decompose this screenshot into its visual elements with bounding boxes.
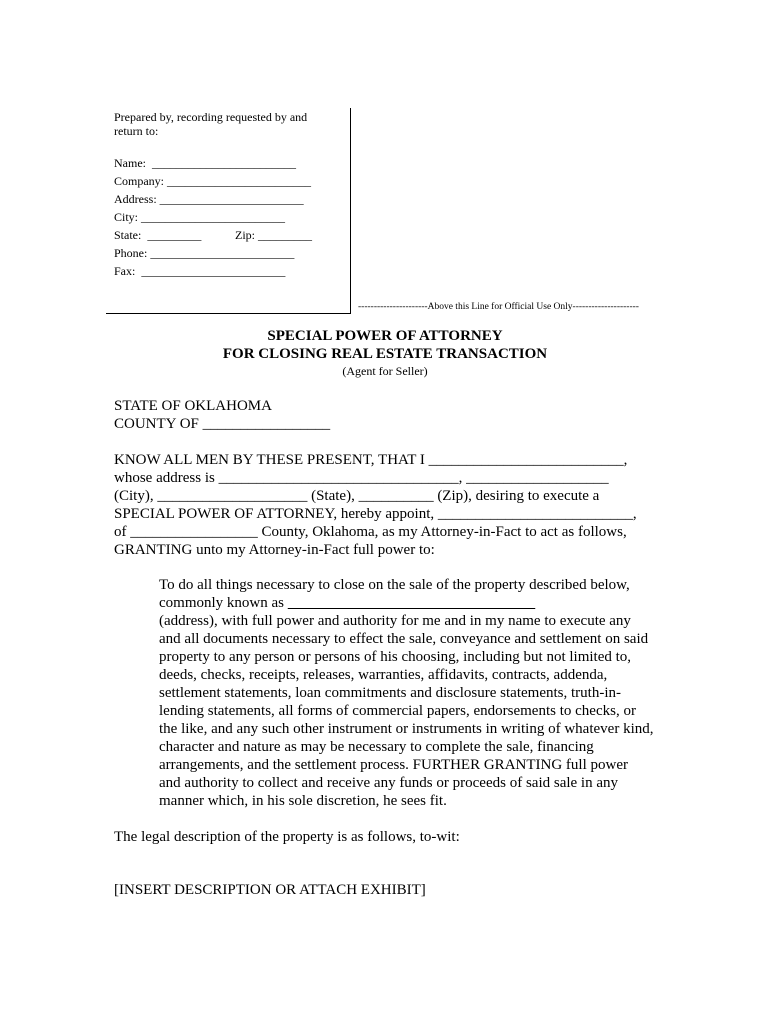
prepared-by-divider-vertical: [350, 108, 351, 313]
intro-line: GRANTING unto my Attorney-in-Fact full power to:: [114, 542, 435, 558]
powers-line: property to any person or persons of his choosing, including but not limited to,: [159, 649, 632, 665]
company-field: Company: ________________________: [114, 174, 311, 188]
powers-line: arrangements, and the settlement process. FURTHER GRANTING full power: [159, 757, 628, 773]
fax-field: Fax: ________________________: [114, 264, 286, 278]
prepared-by-divider-horizontal: [106, 313, 351, 314]
prepared-by-line-2: return to:: [114, 124, 159, 138]
city-field: City: ________________________: [114, 210, 286, 224]
prepared-by-line-1: Prepared by, recording requested by and: [114, 110, 308, 124]
document-title-line-1: SPECIAL POWER OF ATTORNEY: [267, 328, 503, 344]
document-title-line-2: FOR CLOSING REAL ESTATE TRANSACTION: [222, 346, 548, 362]
powers-line: settlement statements, loan commitments and disclosure statements, truth-in-: [159, 685, 621, 701]
venue-state: STATE OF OKLAHOMA: [114, 398, 272, 414]
intro-line: of _________________ County, Oklahoma, as my Attorney-in-Fact to act as follows,: [114, 524, 627, 540]
powers-line: lending statements, all forms of commercial papers, endorsements to checks, or: [159, 703, 636, 719]
document-subtitle: (Agent for Seller): [342, 364, 428, 378]
intro-line: (City), ____________________ (State), __________ (Zip), desiring to execute a: [114, 488, 600, 504]
name-field: Name: ________________________: [114, 156, 296, 170]
known-as-blank: [288, 595, 536, 611]
powers-line: and all documents necessary to effect the sale, conveyance and settlement on said: [159, 631, 649, 647]
insert-description-placeholder: [INSERT DESCRIPTION OR ATTACH EXHIBIT]: [114, 882, 426, 898]
official-use-line: ----------------------Above this Line for Official Use Only---------------------: [358, 302, 639, 312]
intro-line: KNOW ALL MEN BY THESE PRESENT, THAT I __________________________,: [114, 452, 628, 468]
powers-line: To do all things necessary to close on the sale of the property described below,: [159, 577, 630, 593]
phone-field: Phone: ________________________: [114, 246, 295, 260]
powers-line: deeds, checks, receipts, releases, warranties, affidavits, contracts, addenda,: [159, 667, 608, 683]
zip-field: Zip: _________: [235, 228, 312, 242]
intro-line: whose address is ________________________________, ___________________: [114, 470, 609, 486]
state-field: State: _________: [114, 228, 202, 242]
powers-line: character and nature as may be necessary to complete the sale, financing: [159, 739, 594, 755]
powers-line: (address), with full power and authority for me and in my name to execute any: [159, 613, 631, 629]
powers-line: the like, and any such other instrument or instruments in writing of whatever kind,: [159, 721, 654, 737]
venue-county: COUNTY OF _________________: [114, 416, 331, 432]
powers-line: and authority to collect and receive any funds or proceeds of said sale in any: [159, 775, 619, 791]
address-field: Address: ________________________: [114, 192, 304, 206]
powers-known-as: [159, 594, 535, 612]
legal-description-heading: The legal description of the property is as follows, to-wit:: [114, 829, 460, 845]
powers-line: manner which, in his sole discretion, he sees fit.: [159, 793, 447, 809]
intro-line: SPECIAL POWER OF ATTORNEY, hereby appoint, __________________________,: [114, 506, 637, 522]
known-as-label: commonly known as: [159, 595, 288, 611]
